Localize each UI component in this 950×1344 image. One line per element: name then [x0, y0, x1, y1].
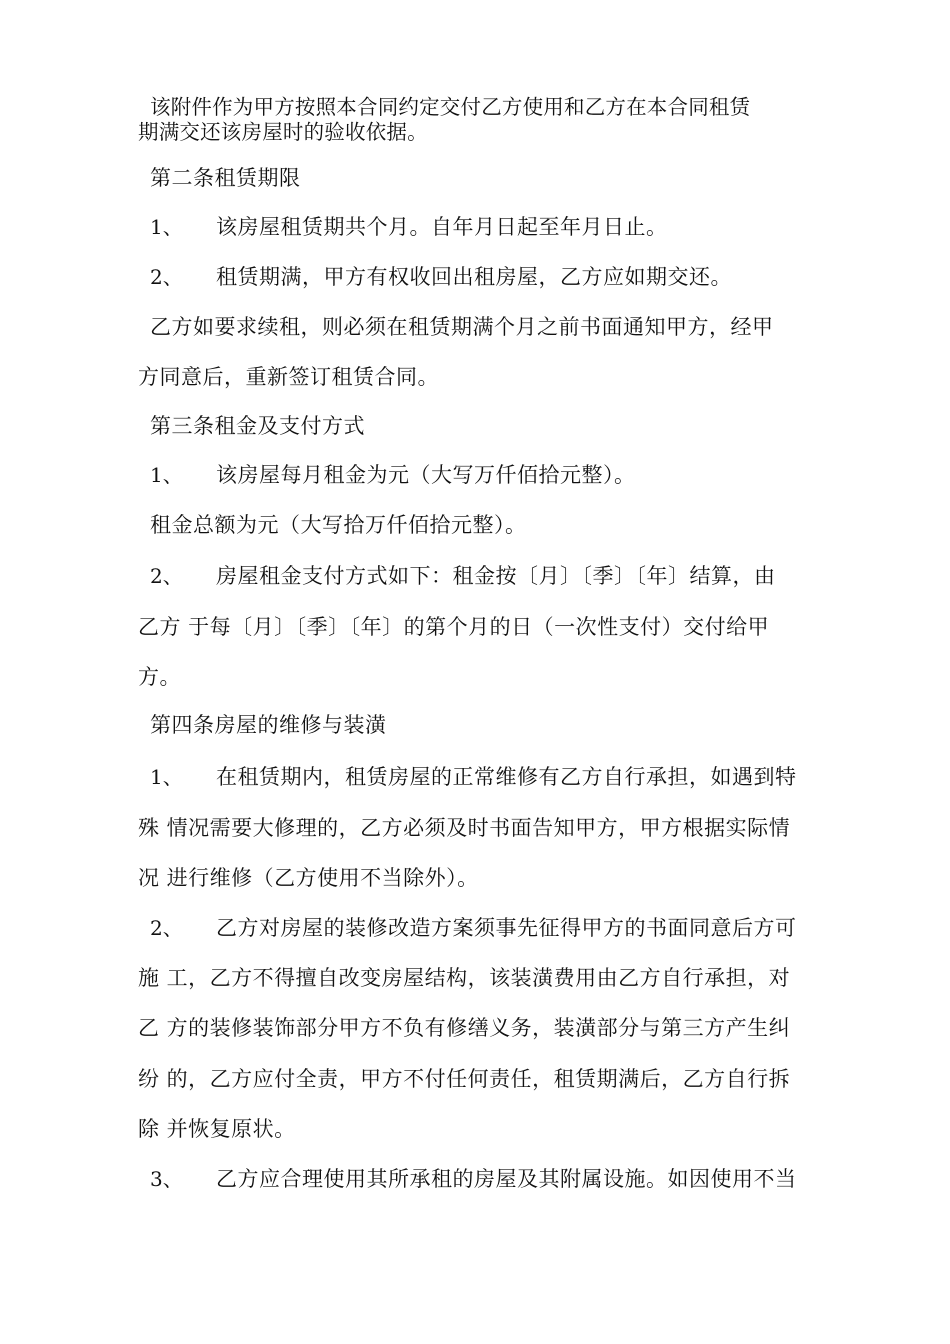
article-4-item-2-line-3: 乙 方的装修装饰部分甲方不负有修缮义务，装潢部分与第三方产生纠 [138, 1016, 791, 1040]
article-2-item-2-text: 租赁期满，甲方有权收回出租房屋，乙方应如期交还。 [216, 265, 732, 289]
article-2-item-2-number: 2、 [150, 265, 183, 289]
article-2-item-1-number: 1、 [150, 215, 183, 239]
article-4-item-1-line-1: 在租赁期内，租赁房屋的正常维修有乙方自行承担，如遇到特 [216, 765, 797, 789]
article-4-item-2-number: 2、 [150, 916, 183, 940]
article-3-item-2-number: 2、 [150, 564, 183, 588]
article-4-item-3-number: 3、 [150, 1167, 183, 1191]
article-3-item-2-line-3: 方。 [138, 665, 181, 689]
article-3-item-2-line-2: 乙方 于每〔月〕〔季〕〔年〕的第个月的日（一次性支付）交付给甲 [138, 615, 770, 639]
article-4-item-1-line-3: 况 进行维修（乙方使用不当除外）。 [138, 866, 479, 890]
intro-line-2: 期满交还该房屋时的验收依据。 [138, 120, 428, 144]
article-4-item-2-line-5: 除 并恢复原状。 [138, 1117, 296, 1141]
article-4-item-2-line-1: 乙方对房屋的装修改造方案须事先征得甲方的书面同意后方可 [216, 916, 797, 940]
article-3-item-1-number: 1、 [150, 463, 183, 487]
article-2-item-1-text: 该房屋租赁期共个月。自年月日起至年月日止。 [216, 215, 668, 239]
article-4-item-2-line-2: 施 工，乙方不得擅自改变房屋结构，该装潢费用由乙方自行承担，对 [138, 966, 791, 990]
article-3-heading: 第三条租金及支付方式 [150, 414, 365, 438]
article-3-item-2-line-1: 房屋租金支付方式如下：租金按〔月〕〔季〕〔年〕结算，由 [216, 564, 776, 588]
renewal-line-2: 方同意后，重新签订租赁合同。 [138, 365, 439, 389]
article-2-heading: 第二条租赁期限 [150, 166, 301, 190]
intro-line-1: 该附件作为甲方按照本合同约定交付乙方使用和乙方在本合同租赁 [150, 95, 751, 119]
renewal-line-1: 乙方如要求续租，则必须在租赁期满个月之前书面通知甲方，经甲 [150, 315, 774, 339]
article-3-item-1-text: 该房屋每月租金为元（大写万仟佰拾元整）。 [216, 463, 636, 487]
article-4-item-1-number: 1、 [150, 765, 183, 789]
article-4-item-3-text: 乙方应合理使用其所承租的房屋及其附属设施。如因使用不当 [216, 1167, 797, 1191]
article-4-item-1-line-2: 殊 情况需要大修理的，乙方必须及时书面告知甲方，甲方根据实际情 [138, 816, 791, 840]
rent-total-text: 租金总额为元（大写拾万仟佰拾元整）。 [150, 513, 527, 537]
article-4-heading: 第四条房屋的维修与装潢 [150, 713, 387, 737]
article-4-item-2-line-4: 纷 的，乙方应付全责，甲方不付任何责任，租赁期满后，乙方自行拆 [138, 1067, 791, 1091]
